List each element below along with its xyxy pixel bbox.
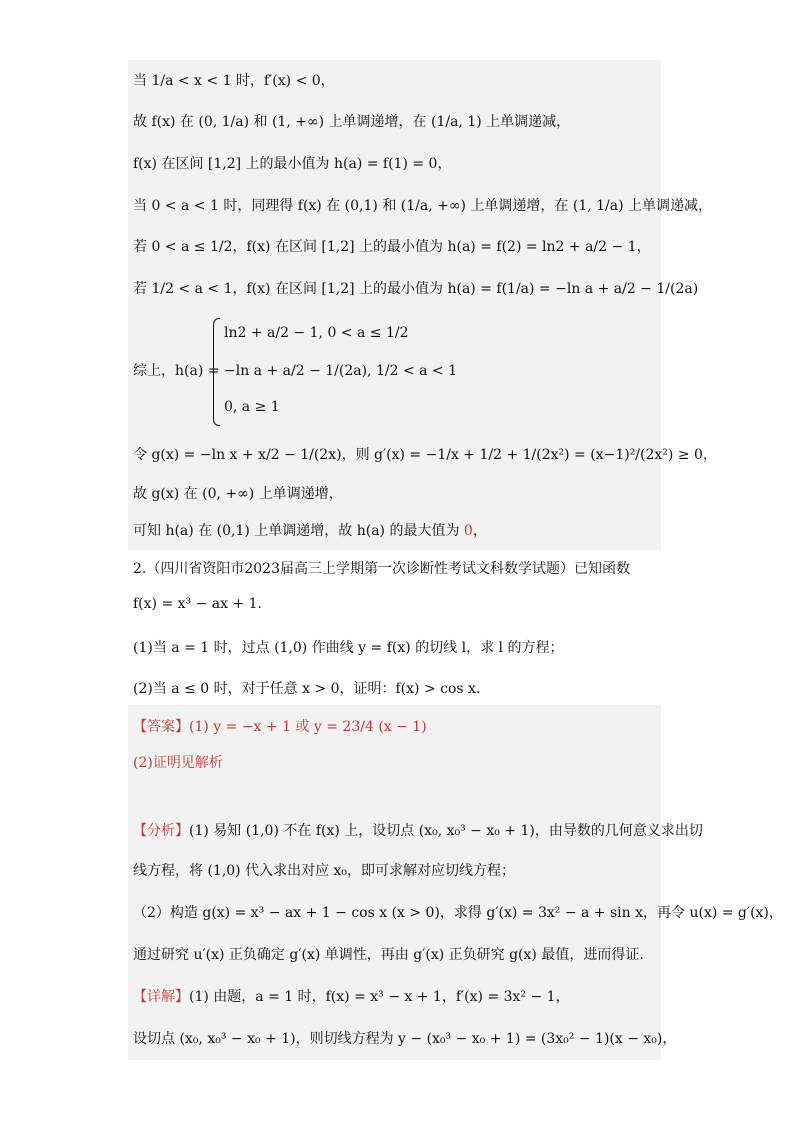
solution-line: 若 1/2 < a < 1，f(x) 在区间 [1,2] 上的最小值为 h(a) = f(1/a) = −ln a + a/2 − 1/(2a) [133,281,699,297]
analysis-line: （2）构造 g(x) = x³ − ax + 1 − cos x (x > 0)，求得 g′(x) = 3x² − a + sin x，再令 u(x) = g′(x)， [133,905,783,921]
solution-line: 故 g(x) 在 (0, +∞) 上单调递增， [133,486,343,502]
detail-text: (1) 由题，a = 1 时，f(x) = x³ − x + 1，f′(x) = 3x² − 1， [189,989,570,1005]
last-line-text: 可知 h(a) 在 (0,1) 上单调递增，故 h(a) 的最大值为 [133,523,464,539]
detail-label: 【详解】 [133,989,189,1005]
analysis-line: 线方程，将 (1,0) 代入求出对应 x₀，即可求解对应切线方程； [133,863,516,879]
max-value: 0 [463,523,473,539]
solution-line: 令 g(x) = −ln x + x/2 − 1/(2x)，则 g′(x) = −1/x + 1/2 + 1/(2x²) = (x−1)²/(2x²) ≥ 0， [133,447,717,463]
answer-text-1: (1) y = −x + 1 或 y = 23/4 (x − 1) [189,719,427,735]
answer-line [133,718,427,736]
piecewise-lead: 综上，h(a) = [133,363,220,379]
detail-line: 设切点 (x₀, x₀³ − x₀ + 1)，则切线方程为 y − (x₀³ − x₀ + 1) = (3x₀² − 1)(x − x₀)， [133,1031,677,1047]
question-part-2: (2)当 a ≤ 0 时，对于任意 x > 0，证明：f(x) > cos x. [133,681,481,697]
solution-line: 当 1/a < x < 1 时，f′(x) < 0， [133,73,335,89]
analysis-text: (1) 易知 (1,0) 不在 f(x) 上，设切点 (x₀, x₀³ − x₀ + 1)，由导数的几何意义求出切 [189,823,703,839]
solution-block-top [128,60,661,550]
question-function: f(x) = x³ − ax + 1. [133,596,263,612]
piecewise-case: 0, a ≥ 1 [224,399,280,415]
detail-line [133,988,570,1006]
solution-line: 若 0 < a ≤ 1/2，f(x) 在区间 [1,2] 上的最小值为 h(a) = f(2) = ln2 + a/2 − 1， [133,239,651,255]
question-title: 2.（四川省资阳市2023届高三上学期第一次诊断性考试文科数学试题）已知函数 [133,561,630,577]
solution-line-last [133,522,487,540]
answer-label: 【答案】 [133,719,189,735]
analysis-line: 通过研究 u′(x) 正负确定 g′(x) 单调性，再由 g′(x) 正负研究 g(x) 最值，进而得证. [133,947,644,963]
piecewise-case: ln2 + a/2 − 1, 0 < a ≤ 1/2 [224,325,409,341]
analysis-line [133,822,703,840]
solution-line: f(x) 在区间 [1,2] 上的最小值为 h(a) = f(1) = 0， [133,156,452,172]
solution-line: 当 0 < a < 1 时，同理得 f(x) 在 (0,1) 和 (1/a, +∞) 上单调递增，在 (1, 1/a) 上单调递减， [133,198,713,214]
last-line-suffix: ， [472,523,487,539]
piecewise-case: −ln a + a/2 − 1/(2a), 1/2 < a < 1 [224,363,458,379]
question-part-1: (1)当 a = 1 时，过点 (1,0) 作曲线 y = f(x) 的切线 l，求 l 的方程； [133,640,564,656]
analysis-label: 【分析】 [133,823,189,839]
piecewise-brace [213,318,220,426]
solution-line: 故 f(x) 在 (0, 1/a) 和 (1, +∞) 上单调递增，在 (1/a, 1) 上单调递减， [133,114,571,130]
answer-line-2: (2)证明见解析 [133,755,223,771]
